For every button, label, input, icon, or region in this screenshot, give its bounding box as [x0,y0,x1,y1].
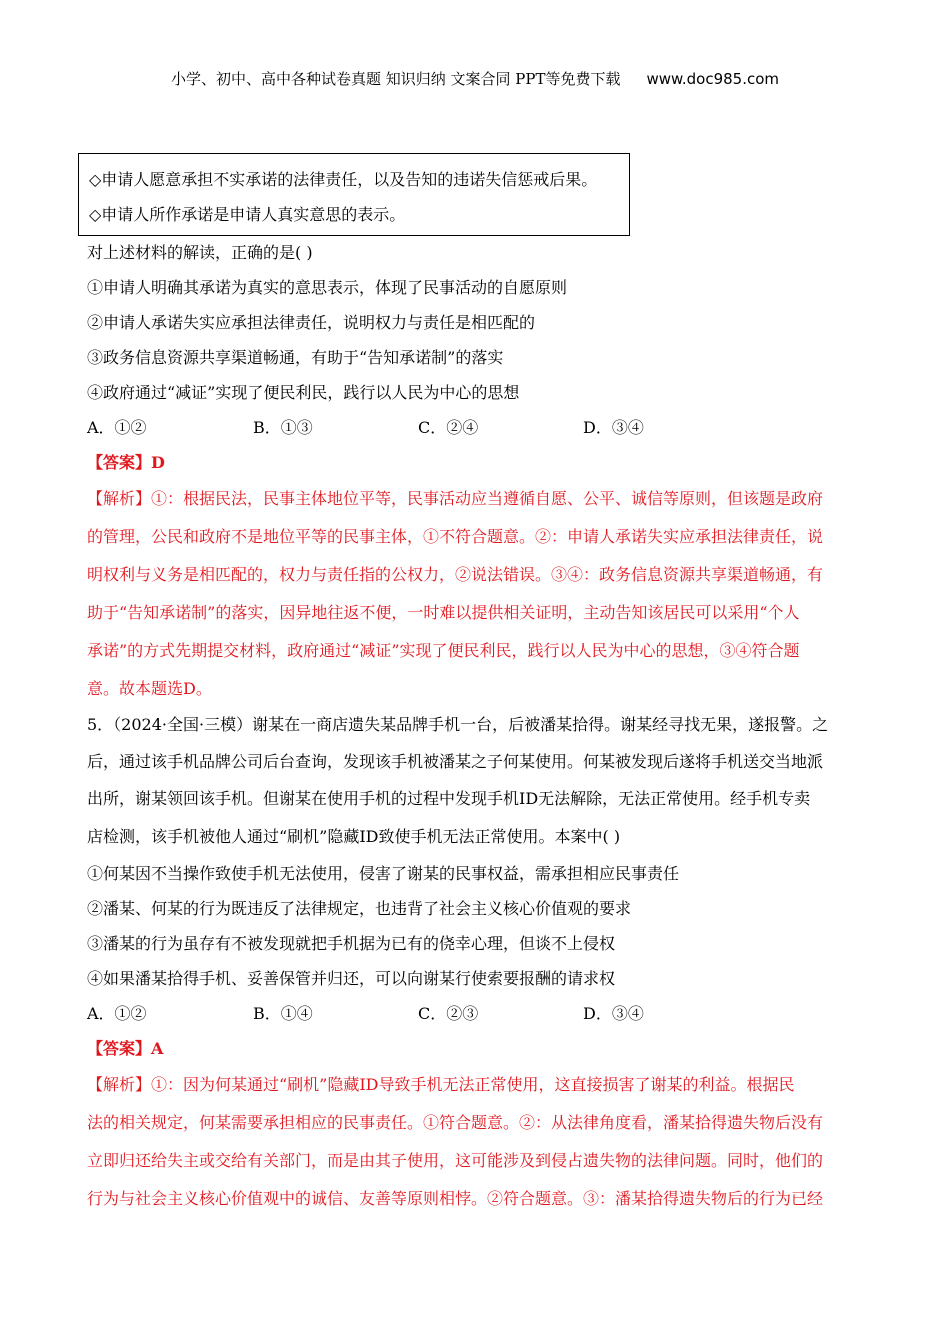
q4-option-b: B．①③ [253,418,313,437]
material-box [78,153,630,236]
q5-item: ③潘某的行为虽存有不被发现就把手机据为已有的侥幸心理，但谈不上侵权 [87,934,616,953]
q5-analysis-line: 【解析】①：因为何某通过“刷机”隐藏ID导致手机无法正常使用，这直接损害了谢某的利益。根据民 [87,1075,795,1094]
q4-stem: 对上述材料的解读，正确的是( ) [87,243,313,262]
q5-stem-line: 出所，谢某领回该手机。但谢某在使用手机的过程中发现手机ID无法解除，无法正常使用。经手机专卖 [87,789,811,808]
q4-analysis-line: 承诺”的方式先期提交材料，政府通过“减证”实现了便民利民，践行以人民为中心的思想，③④符合题 [87,641,800,660]
material-line: ◇申请人愿意承担不实承诺的法律责任，以及告知的违诺失信惩戒后果。 [89,170,598,189]
q4-analysis-line: 【解析】①：根据民法，民事主体地位平等，民事活动应当遵循自愿、公平、诚信等原则，但该题是政府 [87,489,824,508]
q4-option-d: D．③④ [583,418,644,437]
q5-item: ①何某因不当操作致使手机无法使用，侵害了谢某的民事权益，需承担相应民事责任 [87,864,680,883]
q4-item: ③政务信息资源共享渠道畅通，有助于“告知承诺制”的落实 [87,348,504,367]
q4-analysis-line: 意。故本题选D。 [87,679,212,698]
q4-analysis-line: 明权利与义务是相匹配的，权力与责任指的公权力，②说法错误。③④：政务信息资源共享渠道畅通，有 [87,565,824,584]
header-text: 小学、初中、高中各种试卷真题 知识归纳 文案合同 PPT等免费下载 [170,70,621,88]
q4-options [87,417,847,439]
q4-analysis-line: 助于“告知承诺制”的落实，因异地往返不便，一时难以提供相关证明，主动告知该居民可以采用“个人 [87,603,800,622]
q5-option-b: B．①④ [253,1004,313,1023]
q5-item: ④如果潘某拾得手机、妥善保管并归还，可以向谢某行使索要报酬的请求权 [87,969,616,988]
q4-option-c: C．②④ [418,418,479,437]
q5-option-a: A．①② [87,1004,147,1023]
q5-analysis-line: 行为与社会主义核心价值观中的诚信、友善等原则相悖。②符合题意。③：潘某拾得遗失物后的行为已经 [87,1189,824,1208]
q5-answer: 【答案】A [87,1039,164,1058]
q4-item: ④政府通过“减证”实现了便民利民，践行以人民为中心的思想 [87,383,520,402]
q5-stem-line: 5．（2024·全国·三模）谢某在一商店遗失某品牌手机一台，后被潘某拾得。谢某经寻找无果，遂报警。之 [87,715,829,734]
q4-analysis-line: 的管理，公民和政府不是地位平等的民事主体，①不符合题意。②：申请人承诺失实应承担法律责任，说 [87,527,824,546]
header-url[interactable]: www.doc985.com [646,70,780,88]
material-line: ◇申请人所作承诺是申请人真实意思的表示。 [89,205,406,224]
q5-item: ②潘某、何某的行为既违反了法律规定，也违背了社会主义核心价值观的要求 [87,899,632,918]
q4-item: ②申请人承诺失实应承担法律责任，说明权力与责任是相匹配的 [87,313,536,332]
q5-stem-line: 店检测，该手机被他人通过“刷机”隐藏ID致使手机无法正常使用。本案中( ) [87,827,621,846]
q5-analysis-line: 立即归还给失主或交给有关部门，而是由其子使用，这可能涉及到侵占遗失物的法律问题。同时，他们的 [87,1151,824,1170]
q5-stem-line: 后，通过该手机品牌公司后台查询，发现该手机被潘某之子何某使用。何某被发现后遂将手机送交当地派 [87,752,824,771]
page-header [0,68,950,89]
q4-option-a: A．①② [87,418,147,437]
q4-answer: 【答案】D [87,453,165,472]
q5-analysis-line: 法的相关规定，何某需要承担相应的民事责任。①符合题意。②：从法律角度看，潘某拾得遗失物后没有 [87,1113,824,1132]
q5-option-d: D．③④ [583,1004,644,1023]
q5-option-c: C．②③ [418,1004,479,1023]
q4-item: ①申请人明确其承诺为真实的意思表示，体现了民事活动的自愿原则 [87,278,568,297]
q5-options [87,1003,847,1025]
